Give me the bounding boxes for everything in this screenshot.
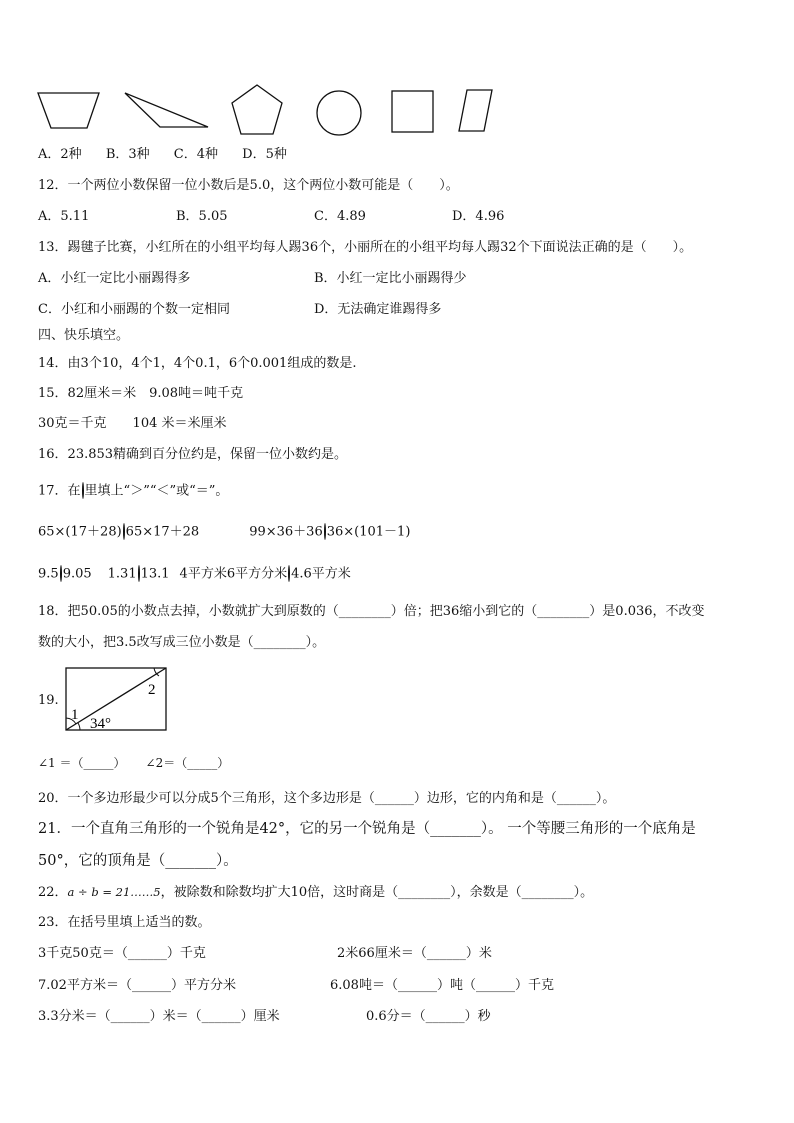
q18-line2: 数的大小，把3.5改写成三位小数是（________）。 [38, 635, 326, 650]
q13-option-b[interactable]: B．小红一定比小丽踢得少 [314, 271, 467, 286]
q12-option-a[interactable]: A．5.11 [38, 209, 90, 224]
circle-shape [317, 91, 361, 135]
section-4-heading: 四、快乐填空。 [38, 328, 130, 343]
pentagon-shape [232, 85, 282, 134]
q15-text-d: 千克 [217, 386, 244, 401]
q15-text-c: 吨 [204, 386, 218, 401]
q17-expr-1d: 36×(101－1) [326, 524, 411, 540]
q17-expr-2a: 9.5 [38, 566, 59, 582]
q23-text: 23．在括号里填上适当的数。 [38, 915, 211, 930]
q15-text-f: 千克 104 米＝ [80, 416, 188, 431]
q23-item-3a[interactable]: 3.3分米＝（______）米＝（______）厘米 [38, 1009, 280, 1024]
q15-line2 [38, 416, 227, 432]
q19-degree-label: 34° [90, 716, 111, 732]
q17-row1 [38, 519, 410, 546]
q17-answer-circle-5[interactable] [288, 565, 290, 582]
q23-item-3b[interactable]: 0.6分＝（______）秒 [366, 1009, 491, 1024]
q22-text: ，被除数和除数均扩大10倍，这时商是（________），余数是（________）。 [160, 885, 594, 900]
q11-option-b[interactable]: B．3种 [105, 147, 150, 162]
q17-answer-circle-2[interactable] [324, 523, 326, 540]
q15-text-h: 厘米 [200, 416, 227, 431]
q23-item-1b[interactable]: 2米66厘米＝（______）米 [337, 946, 492, 961]
q13-text: 13．踢毽子比赛，小红所在的小组平均每人踢36个，小丽所在的小组平均每人踢32个下面说法正确的是（ ）。 [38, 240, 693, 255]
q11-shapes [0, 0, 794, 140]
obtuse-triangle-shape [125, 93, 208, 127]
q13-option-c[interactable]: C．小红和小丽踢的个数一定相同 [38, 302, 230, 317]
q15-text-e: 30克＝ [38, 416, 81, 431]
q20-text: 20．一个多边形最少可以分成5个三角形，这个多边形是（______）边形，它的内角和是（______）。 [38, 791, 616, 806]
q17-row2 [38, 561, 351, 588]
q19-label: 19. [38, 693, 59, 708]
parallelogram-shape [459, 90, 492, 131]
q17-expr-2b: 9.05 [62, 566, 92, 582]
q16-text-b: ，保留一位小数约是 [217, 447, 335, 462]
q19-rectangle-figure [60, 664, 172, 734]
q17-answer-circle-3[interactable] [60, 565, 62, 582]
q17-expr-1c: 99×36＋36 [249, 524, 323, 540]
q22-expression: a ÷ b = 21……5 [67, 885, 161, 899]
q17-answer-circle-4[interactable] [138, 565, 140, 582]
q16-text-c: 。 [334, 447, 348, 462]
q15-line1 [38, 386, 243, 402]
q17-heading [38, 478, 228, 505]
q17-expr-2d: 13.1 [140, 566, 170, 582]
q17-expr-1a: 65×(17＋28) [38, 524, 122, 540]
q22-number: 22． [38, 885, 68, 900]
q14-text: 14．由3个10，4个1，4个0.1，6个0.001组成的数是 [38, 356, 353, 371]
q19-answers [38, 755, 229, 771]
q21-line2: 50°，它的顶角是（_______）。 [38, 853, 238, 869]
q17-text-b: 里填上“＞”“＜”或“＝”。 [84, 483, 229, 499]
q17-expr-2e: 4平方米6平方分米 [179, 566, 288, 582]
q17-expr-1b: 65×17＋28 [125, 524, 200, 540]
trapezoid-shape [38, 93, 99, 128]
q19-angle2-label: 2 [148, 682, 156, 698]
q11-options [38, 147, 287, 163]
q21-line1: 21．一个直角三角形的一个锐角是42°，它的另一个锐角是（_______）。 一个等腰三角形的一个底角是 [38, 821, 696, 837]
q19-angle1-answer[interactable]: ∠1 ＝（_____） [38, 756, 126, 770]
q17-expr-2f: 4.6平方米 [291, 566, 351, 582]
q15-text-b: 米 9.08吨＝ [123, 386, 205, 401]
q15-text-g: 米 [187, 416, 201, 431]
q17-sample-circle [82, 482, 84, 499]
q19-angle1-label: 1 [71, 707, 79, 723]
q23-item-2a[interactable]: 7.02平方米＝（______）平方分米 [38, 978, 236, 993]
q22 [38, 884, 593, 901]
q17-expr-2c: 1.31 [107, 566, 137, 582]
q16-text-a: 16．23.853精确到百分位约是 [38, 447, 218, 462]
q18-line1: 18．把50.05的小数点去掉，小数就扩大到原数的（________）倍；把36缩小到它的（________）是0.036，不改变 [38, 604, 705, 619]
q14-end: . [352, 356, 357, 371]
q23-item-2b[interactable]: 6.08吨＝（______）吨（______）千克 [330, 978, 554, 993]
q17-answer-circle-1[interactable] [123, 523, 125, 540]
q13-option-d[interactable]: D．无法确定谁踢得多 [314, 302, 442, 317]
q23-item-1a[interactable]: 3千克50克＝（______）千克 [38, 946, 206, 961]
q12-option-d[interactable]: D．4.96 [452, 209, 505, 224]
q19-angle2-answer[interactable]: ∠2＝（_____） [145, 756, 230, 770]
q11-option-d[interactable]: D．5种 [242, 147, 287, 162]
q12-text: 12．一个两位小数保留一位小数后是5.0，这个两位小数可能是（ ）。 [38, 178, 459, 193]
q15-text-a: 15．82厘米＝ [38, 386, 124, 401]
q16 [38, 447, 347, 463]
q14 [38, 356, 356, 372]
square-shape [392, 91, 433, 132]
q11-option-a[interactable]: A．2种 [38, 147, 82, 162]
q11-option-c[interactable]: C．4种 [173, 147, 218, 162]
q17-text-a: 17．在 [38, 483, 81, 499]
q12-option-c[interactable]: C．4.89 [314, 209, 366, 224]
q13-option-a[interactable]: A．小红一定比小丽踢得多 [38, 271, 191, 286]
q12-option-b[interactable]: B．5.05 [176, 209, 228, 224]
